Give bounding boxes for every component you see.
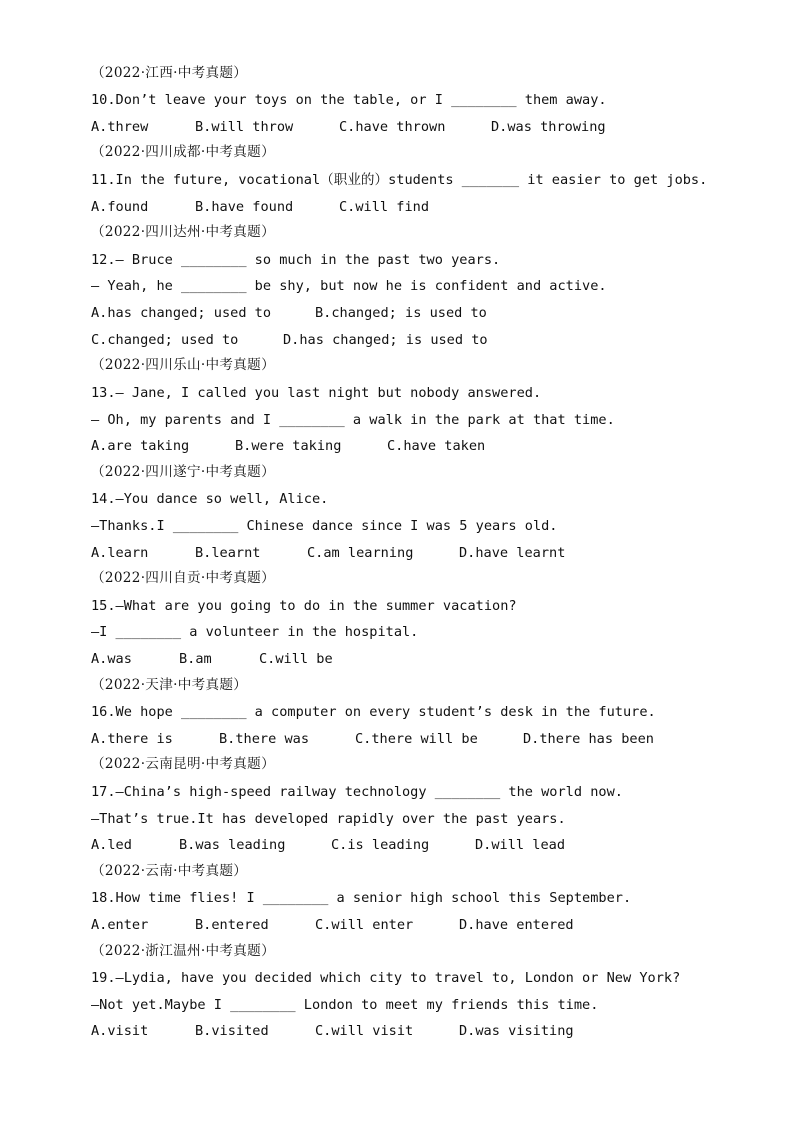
option-row [0,329,794,351]
question-text: 12.— Bruce ________ so much in the past two years. [91,252,501,268]
question-text: 11.In the future, vocational（职业的）students _______ it easier to get jobs. [91,172,708,188]
answer-option: A.are taking [91,438,190,454]
option-row [0,834,794,856]
answer-option: C.have thrown [339,119,446,135]
question-source: （2022·四川遂宁·中考真题） [91,464,275,480]
question-source: （2022·云南昆明·中考真题） [91,756,275,772]
answer-option: B.there was [219,731,310,747]
question-source: （2022·四川达州·中考真题） [91,224,275,240]
answer-option: D.will lead [475,837,566,853]
answer-option: A.visit [91,1023,149,1039]
answer-option: C.will enter [315,917,414,933]
question-text: —Not yet.Maybe I ________ London to meet my friends this time. [91,997,599,1013]
question-source: （2022·四川乐山·中考真题） [91,357,275,373]
answer-option: B.were taking [235,438,342,454]
answer-option: A.was [91,651,132,667]
answer-option: B.have found [195,199,294,215]
answer-option: A.there is [91,731,173,747]
question-text: 14.—You dance so well, Alice. [91,491,329,507]
option-row [0,914,794,936]
answer-option: A.enter [91,917,149,933]
option-row [0,196,794,218]
answer-option: D.have learnt [459,545,566,561]
answer-option: D.there has been [523,731,654,747]
answer-option: B.visited [195,1023,269,1039]
question-source: （2022·浙江温州·中考真题） [91,943,275,959]
question-source: （2022·云南·中考真题） [91,863,248,879]
answer-option: B.will throw [195,119,294,135]
answer-option: A.learn [91,545,149,561]
option-row [0,302,794,324]
question-text: —I ________ a volunteer in the hospital. [91,624,419,640]
question-text: —That’s true.It has developed rapidly over the past years. [91,811,566,827]
question-source: （2022·江西·中考真题） [91,65,248,81]
answer-option: C.will be [259,651,333,667]
question-text: 18.How time flies! I ________ a senior high school this September. [91,890,632,906]
answer-option: C.will find [339,199,430,215]
answer-option: D.was visiting [459,1023,574,1039]
answer-option: B.am [179,651,212,667]
answer-option: C.is leading [331,837,430,853]
question-text: 17.—China’s high-speed railway technology ________ the world now. [91,784,623,800]
question-text: 19.—Lydia, have you decided which city to travel to, London or New York? [91,970,681,986]
question-source: （2022·天津·中考真题） [91,677,248,693]
answer-option: A.has changed; used to [91,305,272,321]
question-source: （2022·四川自贡·中考真题） [91,570,275,586]
answer-option: C.there will be [355,731,478,747]
option-row [0,116,794,138]
answer-option: B.was leading [179,837,286,853]
question-text: —Thanks.I ________ Chinese dance since I was 5 years old. [91,518,558,534]
answer-option: A.threw [91,119,149,135]
question-source: （2022·四川成都·中考真题） [91,144,275,160]
option-row [0,648,794,670]
option-row [0,542,794,564]
question-text: — Yeah, he ________ be shy, but now he is confident and active. [91,278,607,294]
answer-option: B.entered [195,917,269,933]
option-row [0,1020,794,1042]
answer-option: C.will visit [315,1023,414,1039]
question-text: 16.We hope ________ a computer on every student’s desk in the future. [91,704,656,720]
option-row [0,435,794,457]
answer-option: C.have taken [387,438,486,454]
answer-option: A.found [91,199,149,215]
question-text: 15.—What are you going to do in the summer vacation? [91,598,517,614]
answer-option: A.led [91,837,132,853]
answer-option: D.was throwing [491,119,606,135]
question-text: 13.— Jane, I called you last night but nobody answered. [91,385,542,401]
option-row [0,728,794,750]
answer-option: C.changed; used to [91,332,239,348]
question-text: — Oh, my parents and I ________ a walk in the park at that time. [91,412,615,428]
answer-option: B.changed; is used to [315,305,487,321]
answer-option: B.learnt [195,545,261,561]
question-text: 10.Don’t leave your toys on the table, or I ________ them away. [91,92,607,108]
answer-option: C.am learning [307,545,414,561]
answer-option: D.has changed; is used to [283,332,488,348]
answer-option: D.have entered [459,917,574,933]
